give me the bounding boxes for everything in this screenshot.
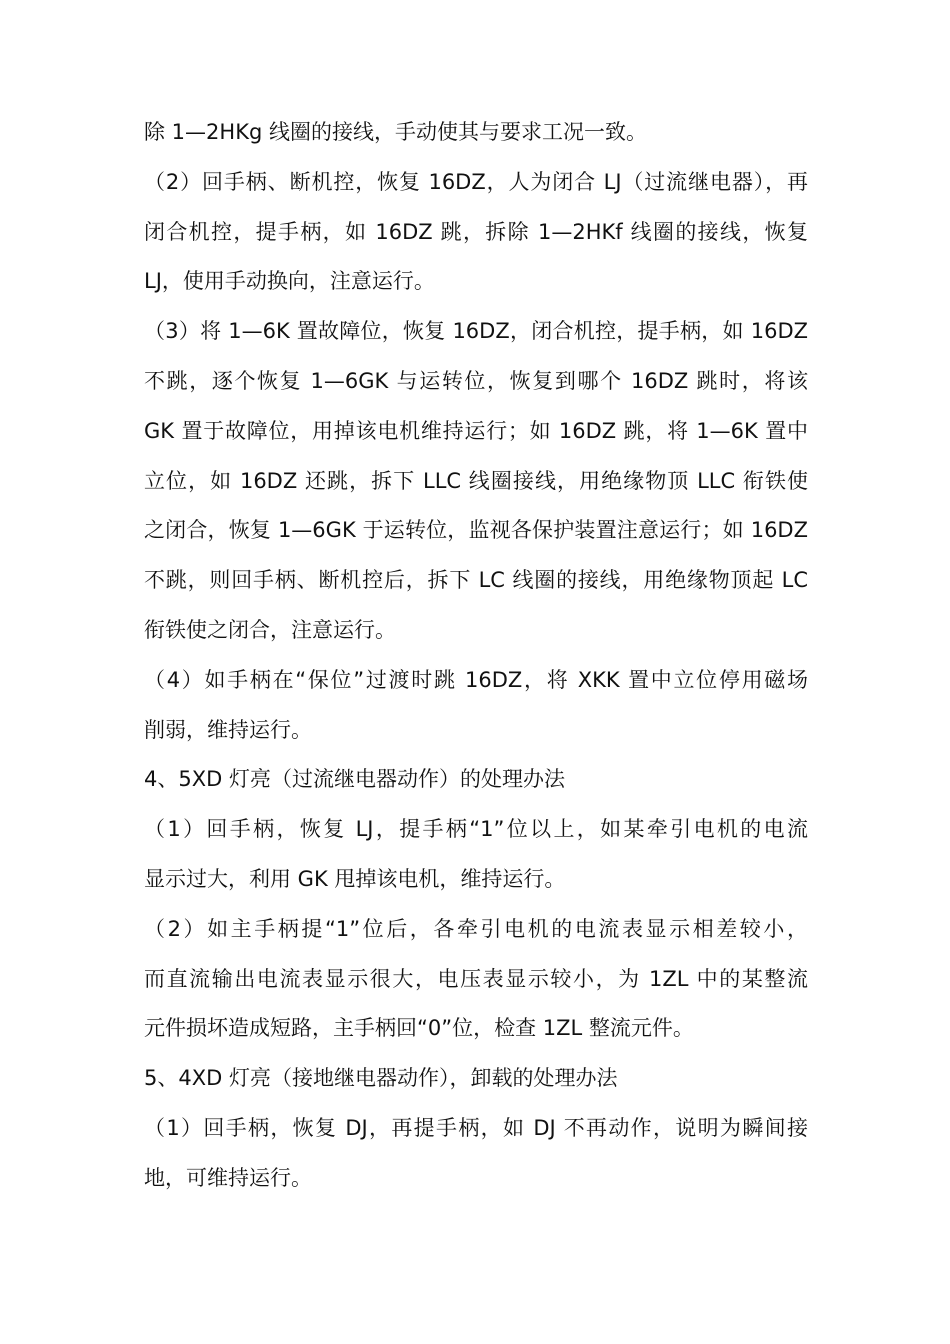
text-line: 地，可维持运行。 <box>144 1165 312 1190</box>
text-line: 闭合机控，提手柄，如 16DZ 跳，拆除 1—2HKf 线圈的接线，恢复 <box>144 219 808 244</box>
text-line: （1）回手柄，恢复 LJ，提手柄“1”位以上，如某牵引电机的电流 <box>144 817 808 842</box>
text-line: （4）如手柄在“保位”过渡时跳 16DZ，将 XKK 置中立位停用磁场 <box>144 667 808 692</box>
section-heading: 5、4XD 灯亮（接地继电器动作），卸载的处理办法 <box>144 1066 618 1091</box>
text-line: 立位，如 16DZ 还跳，拆下 LLC 线圈接线，用绝缘物顶 LLC 衔铁使 <box>144 468 808 493</box>
text-line: 元件损坏造成短路，主手柄回“0”位，检查 1ZL 整流元件。 <box>144 1016 694 1041</box>
section-heading: 4、5XD 灯亮（过流继电器动作）的处理办法 <box>144 767 565 792</box>
text-line: （1）回手柄，恢复 DJ，再提手柄，如 DJ 不再动作，说明为瞬间接 <box>144 1115 808 1140</box>
text-line: 衔铁使之闭合，注意运行。 <box>144 617 396 642</box>
text-line: 而直流输出电流表显示很大，电压表显示较小，为 1ZL 中的某整流 <box>144 966 808 991</box>
text-line: 之闭合，恢复 1—6GK 于运转位，监视各保护装置注意运行；如 16DZ <box>144 518 808 543</box>
text-line: （2）回手柄、断机控，恢复 16DZ，人为闭合 LJ（过流继电器），再 <box>144 169 808 194</box>
text-line: （3）将 1—6K 置故障位，恢复 16DZ，闭合机控，提手柄，如 16DZ <box>144 319 808 344</box>
text-line: 不跳，逐个恢复 1—6GK 与运转位，恢复到哪个 16DZ 跳时，将该 <box>144 368 808 393</box>
text-line: 显示过大，利用 GK 甩掉该电机，维持运行。 <box>144 866 566 891</box>
document-body <box>144 108 808 1204</box>
text-line: LJ，使用手动换向，注意运行。 <box>144 269 435 294</box>
text-line: 削弱，维持运行。 <box>144 717 312 742</box>
text-line: （2）如主手柄提“1”位后，各牵引电机的电流表显示相差较小， <box>144 916 808 941</box>
text-line: 不跳，则回手柄、断机控后，拆下 LC 线圈的接线，用绝缘物顶起 LC <box>144 568 808 593</box>
text-line: GK 置于故障位，用掉该电机维持运行；如 16DZ 跳，将 1—6K 置中 <box>144 418 808 443</box>
text-line: 除 1—2HKg 线圈的接线，手动使其与要求工况一致。 <box>144 120 647 144</box>
